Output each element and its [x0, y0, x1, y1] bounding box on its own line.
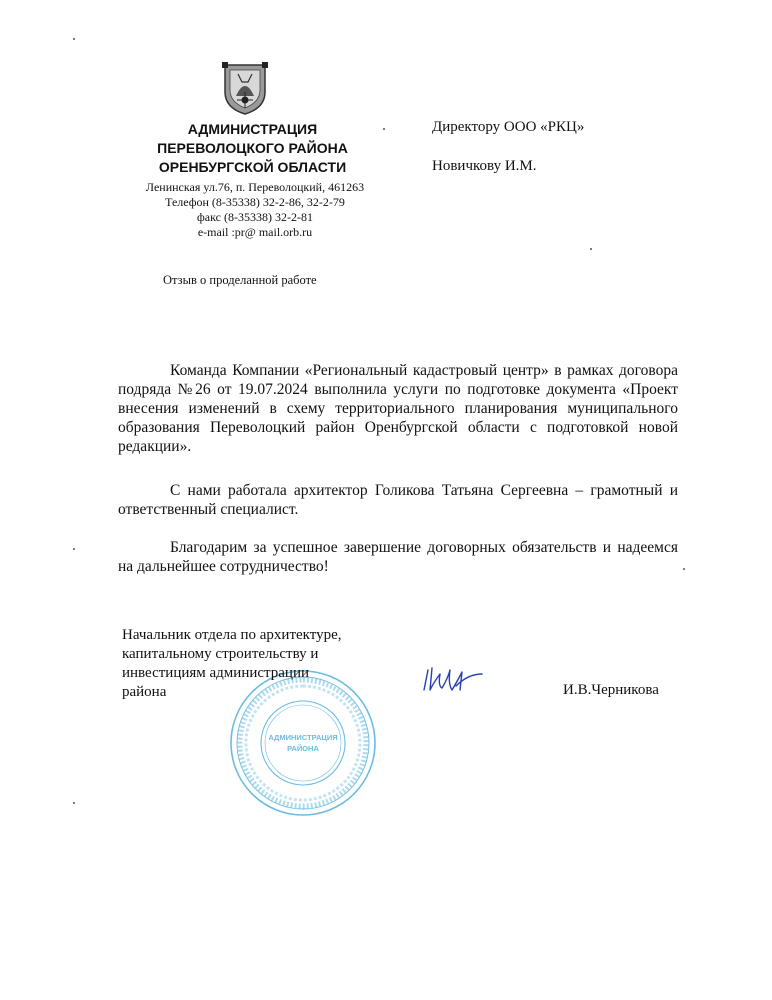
scan-speck [73, 802, 75, 804]
contact-fax: факс (8-35338) 32-2-81 [197, 210, 313, 224]
recipient-title: Директору ООО «РКЦ» [432, 119, 585, 135]
signatory-position [122, 626, 342, 702]
contact-details [120, 180, 390, 240]
signatory-name: И.В.Черникова [563, 682, 659, 698]
scan-speck [590, 248, 592, 250]
recipient-name: Новичкову И.М. [432, 158, 537, 174]
contact-address: Ленинская ул.76, п. Переволоцкий, 461263 [145, 180, 365, 194]
stamp-center-line-1: АДМИНИСТРАЦИЯ [268, 733, 338, 742]
body-paragraph-1: Команда Компании «Региональный кадастровый центр» в рамках договора подряда №26 от 19.07.2024 выполнила услуги по подготовке документа «Проект внесения изменений в схему территориального планирования муниципального образования Переволоцкий район Оренбургской области с подготовкой новой редакции». [118, 362, 678, 455]
stamp-center-line-2: РАЙОНА [287, 744, 319, 753]
handwritten-signature [418, 660, 488, 696]
position-line-3: инвестициям администрации [122, 665, 310, 681]
org-line-1: АДМИНИСТРАЦИЯ [187, 121, 318, 137]
contact-email: e-mail :pr@ mail.orb.ru [197, 225, 313, 239]
scan-speck [683, 568, 685, 570]
scan-speck [73, 548, 75, 550]
contact-phone: Телефон (8-35338) 32-2-86, 32-2-79 [165, 195, 345, 209]
coat-of-arms-emblem [222, 62, 268, 116]
position-line-2: капитальному строительству и [122, 646, 319, 662]
body-paragraph-3: Благодарим за успешное завершение договорных обязательств и надеемся на дальнейшее сотрудничество! [118, 539, 678, 575]
position-line-4: района [122, 684, 167, 700]
scan-speck [73, 38, 75, 40]
org-line-2: ПЕРЕВОЛОЦКОГО РАЙОНА [157, 140, 348, 156]
organization-title [130, 120, 375, 177]
org-line-3: ОРЕНБУРГСКОЙ ОБЛАСТИ [158, 159, 347, 175]
scan-speck [383, 128, 385, 130]
body-paragraph-2: С нами работала архитектор Голикова Татьяна Сергеевна – грамотный и ответственный специалист. [118, 482, 678, 518]
letter-subject: Отзыв о проделанной работе [163, 273, 317, 287]
position-line-1: Начальник отдела по архитектуре, [122, 627, 342, 643]
